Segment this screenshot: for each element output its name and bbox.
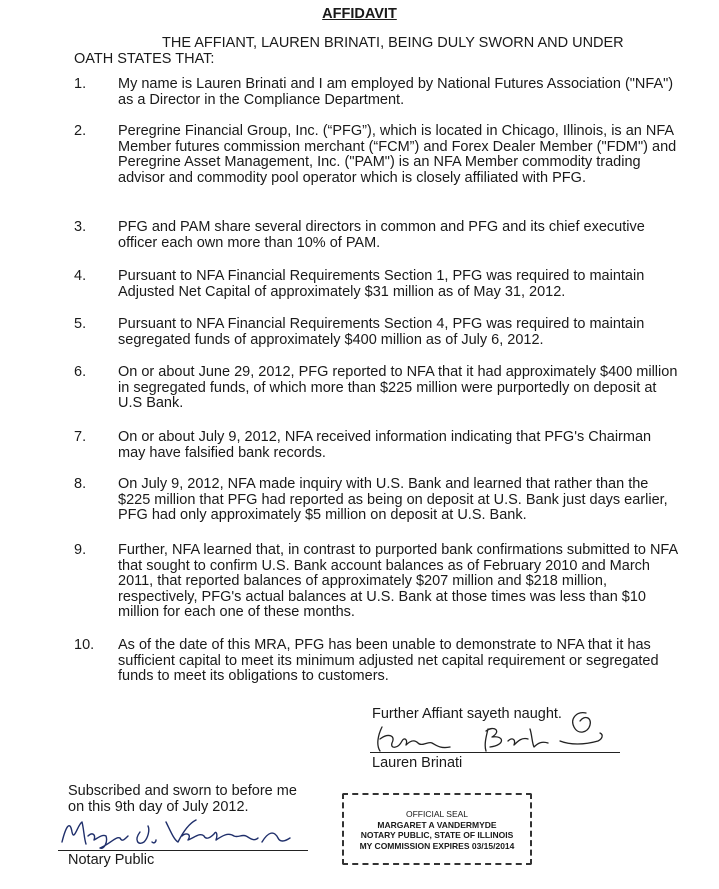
paragraph-text: Pursuant to NFA Financial Requirements Section 4, PFG was required to maintain segregated funds of approximately $400 million as of July 6, 2012. xyxy=(118,316,645,348)
paragraph-number: 10. xyxy=(74,637,95,653)
paragraph-number: 3. xyxy=(74,219,87,235)
seal-heading: OFFICIAL SEAL xyxy=(405,809,469,819)
paragraph-number: 7. xyxy=(74,429,87,445)
document-title: AFFIDAVIT xyxy=(322,6,397,22)
affidavit-intro xyxy=(74,35,664,67)
seal-commission-expiry: MY COMMISSION EXPIRES 03/15/2014 xyxy=(359,840,515,851)
paragraph-number: 6. xyxy=(74,364,87,380)
notary-statement-line-2: on this 9th day of July 2012. xyxy=(68,799,249,815)
paragraph-text: On or about July 9, 2012, NFA received information indicating that PFG's Chairman may have falsified bank records. xyxy=(118,429,652,461)
intro-line-1: THE AFFIANT, LAUREN BRINATI, BEING DULY SWORN AND UNDER xyxy=(162,35,624,51)
closing-statement: Further Affiant sayeth naught. xyxy=(372,706,562,722)
paragraph-text: Peregrine Financial Group, Inc. (“PFG”), which is located in Chicago, Illinois, is an NFA Member futures commission merchant (“FCM”) and Forex Dealer Member ("FDM") and Peregrine Asset Management, Inc. ("PAM") is an NFA Member commodity trading advisor and commodity pool operator which is closely affiliated with PFG. xyxy=(118,123,677,186)
paragraph-text: On July 9, 2012, NFA made inquiry with U.S. Bank and learned that rather than the $225 million that PFG had reported as being on deposit at U.S. Bank just days earlier, PFG had only approximately $5 million on deposit at U.S. Bank. xyxy=(118,476,668,523)
paragraph-number: 9. xyxy=(74,542,87,558)
affiant-signature-line xyxy=(370,752,620,753)
paragraph-number: 4. xyxy=(74,268,87,284)
notary-signature-line xyxy=(58,850,308,851)
paragraph-text: PFG and PAM share several directors in common and PFG and its chief executive officer each own more than 10% of PAM. xyxy=(118,219,645,251)
paragraph-text: Further, NFA learned that, in contrast to purported bank confirmations submitted to NFA that sought to confirm U.S. Bank account balances as of February 2010 and March 2011, that reported balances of approximately $207 million and $218 million, respectively, PFG's actual balances at U.S. Bank at those times was less than $10 million for each one of these months. xyxy=(118,542,678,620)
paragraph-text: My name is Lauren Brinati and I am employed by National Futures Association ("NFA") as a Director in the Compliance Department. xyxy=(118,76,674,108)
paragraph-text: On or about June 29, 2012, PFG reported to NFA that it had approximately $400 million in segregated funds, of which more than $225 million were purportedly on deposit at U.S Bank. xyxy=(118,364,678,411)
paragraph-text: As of the date of this MRA, PFG has been unable to demonstrate to NFA that it has sufficient capital to meet its minimum adjusted net capital requirement or segregated funds to meet its obligations to customers. xyxy=(118,637,659,684)
official-notary-seal xyxy=(342,793,532,865)
paragraph-text: Pursuant to NFA Financial Requirements Section 1, PFG was required to maintain Adjusted Net Capital of approximately $31 million as of May 31, 2012. xyxy=(118,268,645,300)
notary-statement-line-1: Subscribed and sworn to before me xyxy=(68,783,297,799)
intro-line-2: OATH STATES THAT: xyxy=(74,51,215,67)
paragraph-number: 2. xyxy=(74,123,87,139)
notary-public-label: Notary Public xyxy=(68,852,155,868)
notary-statement xyxy=(68,783,318,815)
seal-notary-name: MARGARET A VANDERMYDE xyxy=(377,819,497,830)
paragraph-number: 8. xyxy=(74,476,87,492)
affiant-name: Lauren Brinati xyxy=(372,755,463,771)
paragraph-number: 1. xyxy=(74,76,87,92)
paragraph-number: 5. xyxy=(74,316,87,332)
seal-jurisdiction: NOTARY PUBLIC, STATE OF ILLINOIS xyxy=(360,830,514,840)
